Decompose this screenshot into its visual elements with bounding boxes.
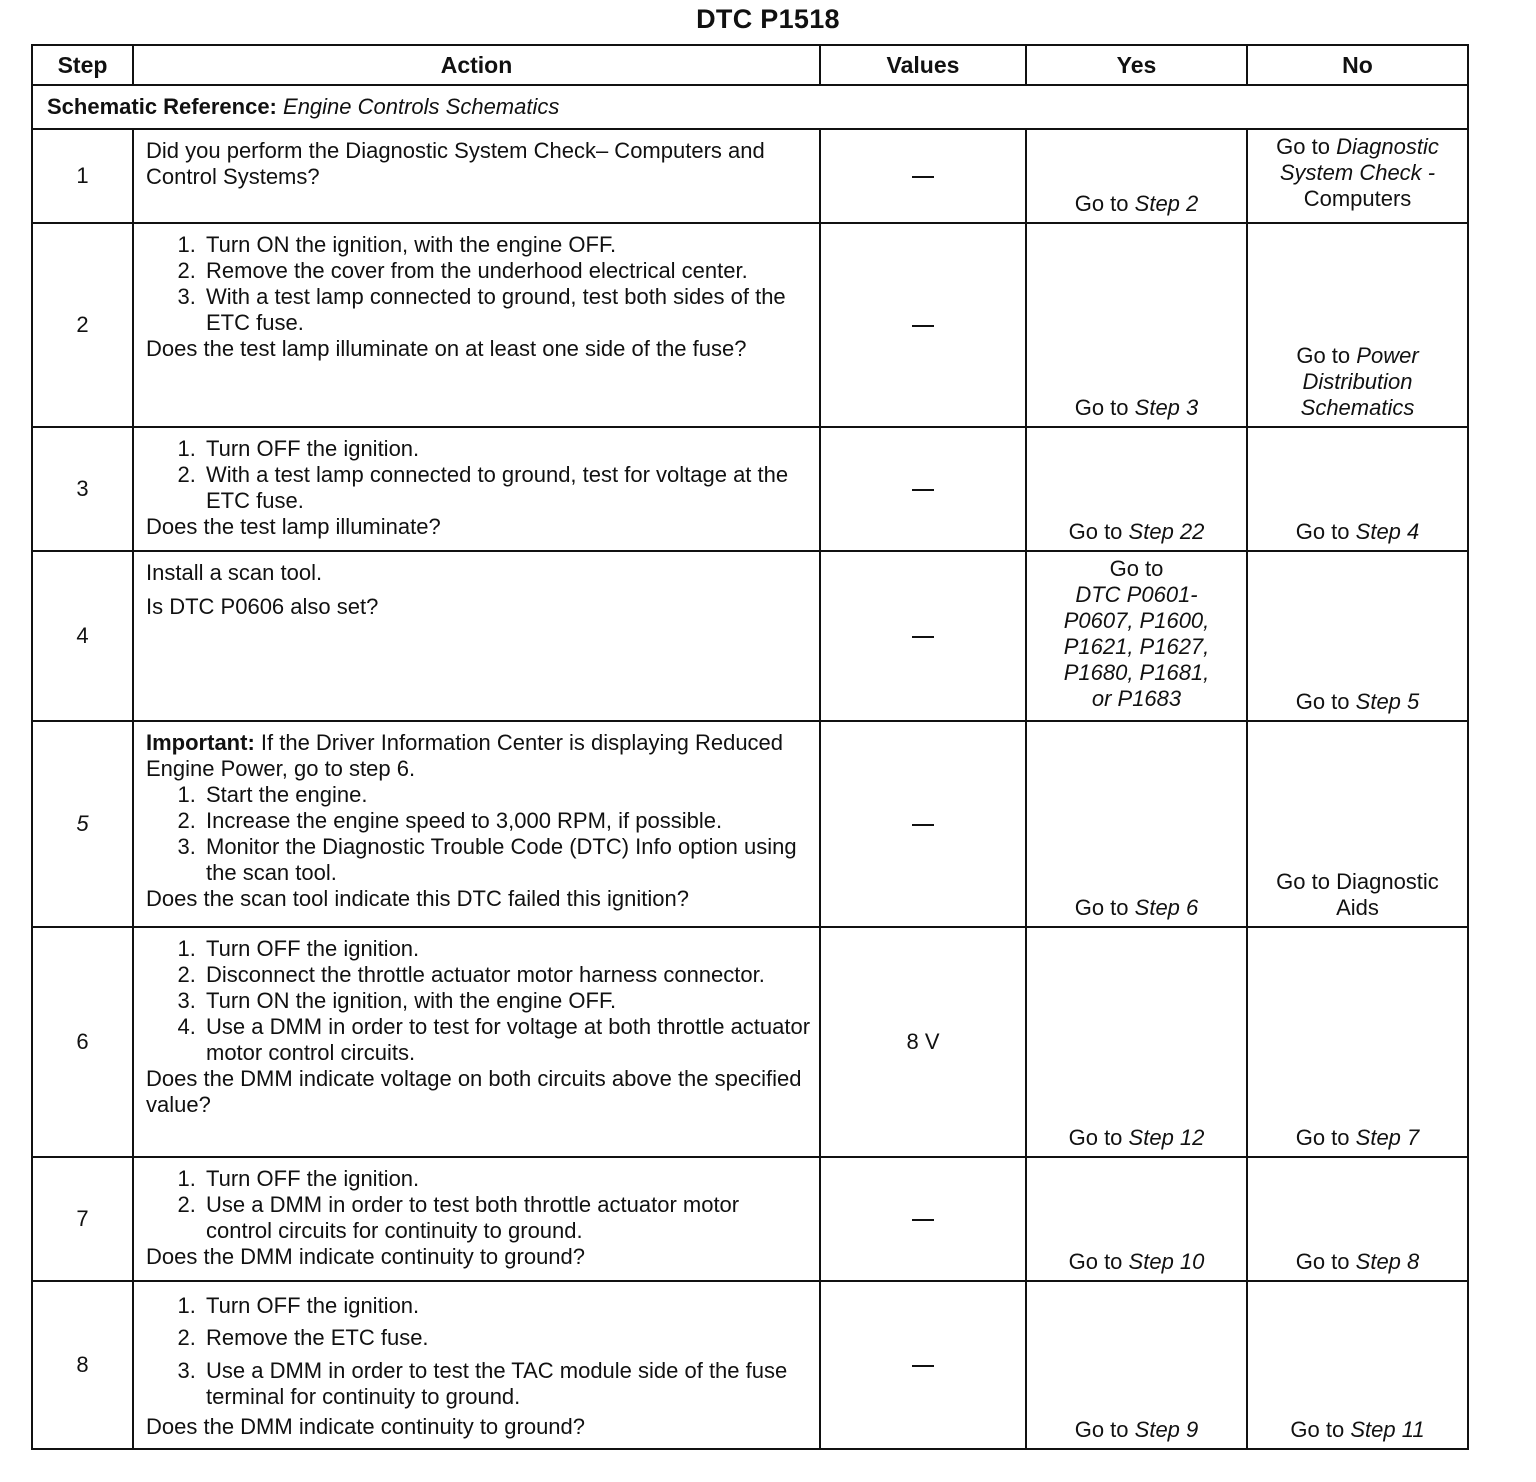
action-steps xyxy=(146,936,811,1066)
step-number: 6 xyxy=(32,927,133,1157)
yes-step-link[interactable]: Step 9 xyxy=(1134,1417,1199,1442)
go-to-label: Go to xyxy=(1295,1249,1350,1274)
no-cell[interactable] xyxy=(1247,551,1468,721)
no-step-link[interactable]: Step 4 xyxy=(1355,519,1420,544)
no-link[interactable]: Go to Diagnostic Aids xyxy=(1276,869,1439,920)
step-number: 7 xyxy=(32,1157,133,1281)
yes-step-link[interactable]: Step 2 xyxy=(1134,191,1199,216)
action-step: 2. Increase the engine speed to 3,000 RPM, if possible. xyxy=(202,808,811,834)
table-row xyxy=(32,721,1468,927)
action-step: 3. Use a DMM in order to test the TAC module side of the fuse terminal for continuity to ground. xyxy=(202,1354,811,1414)
step-number: 1 xyxy=(32,129,133,223)
action-step: 1. Turn ON the ignition, with the engine OFF. xyxy=(202,232,811,258)
important-text: If the Driver Information Center is displaying Reduced Engine Power, go to step 6. xyxy=(146,730,784,781)
header-step: Step xyxy=(32,45,133,85)
action-step: 1. Turn OFF the ignition. xyxy=(202,936,811,962)
dash-icon xyxy=(912,1365,934,1367)
no-cell[interactable] xyxy=(1247,427,1468,551)
action-question: Is DTC P0606 also set? xyxy=(146,594,379,619)
step-number: 8 xyxy=(32,1281,133,1449)
step-number: 4 xyxy=(32,551,133,721)
value-cell xyxy=(820,1157,1026,1281)
yes-step-link[interactable]: Step 10 xyxy=(1128,1249,1205,1274)
action-step: 1. Start the engine. xyxy=(202,782,811,808)
action-cell xyxy=(133,223,820,427)
reference-label: Schematic Reference: xyxy=(47,94,277,119)
action-steps xyxy=(146,436,811,514)
action-cell xyxy=(133,129,820,223)
go-to-label: Go to xyxy=(1290,1417,1345,1442)
header-no: No xyxy=(1247,45,1468,85)
no-step-link[interactable]: Step 5 xyxy=(1355,689,1420,714)
action-question: Does the DMM indicate continuity to ground? xyxy=(146,1414,586,1439)
go-to-label: Go to xyxy=(1296,343,1351,368)
no-cell[interactable] xyxy=(1247,1281,1468,1449)
step-number: 3 xyxy=(32,427,133,551)
no-link-suffix: Computers xyxy=(1303,186,1412,211)
value-cell xyxy=(820,427,1026,551)
step-number: 2 xyxy=(32,223,133,427)
no-link[interactable]: Diagnostic System Check - xyxy=(1279,134,1439,185)
action-step: 3. Monitor the Diagnostic Trouble Code (DTC) Info option using the scan tool. xyxy=(202,834,811,886)
action-step: 2. Disconnect the throttle actuator motor harness connector. xyxy=(202,962,811,988)
dash-icon xyxy=(912,325,934,327)
table-row xyxy=(32,427,1468,551)
action-step: 2. Remove the cover from the underhood electrical center. xyxy=(202,258,811,284)
table-row xyxy=(32,927,1468,1157)
action-cell xyxy=(133,721,820,927)
action-step: 2. Use a DMM in order to test both throttle actuator motor control circuits for continuity to ground. xyxy=(202,1192,811,1244)
yes-step-link[interactable]: Step 12 xyxy=(1128,1125,1205,1150)
no-step-link[interactable]: Step 11 xyxy=(1350,1417,1425,1442)
action-step: 1. Turn OFF the ignition. xyxy=(202,1290,811,1322)
action-cell xyxy=(133,1157,820,1281)
yes-cell[interactable] xyxy=(1026,721,1247,927)
action-question: Does the test lamp illuminate on at least one side of the fuse? xyxy=(146,336,747,361)
go-to-label: Go to xyxy=(1295,689,1350,714)
reference-link[interactable]: Engine Controls Schematics xyxy=(283,94,560,119)
go-to-label: Go to xyxy=(1068,1125,1123,1150)
no-cell[interactable] xyxy=(1247,223,1468,427)
yes-cell[interactable] xyxy=(1026,1281,1247,1449)
action-cell xyxy=(133,1281,820,1449)
yes-cell[interactable] xyxy=(1026,223,1247,427)
action-cell xyxy=(133,427,820,551)
value-cell: 8 V xyxy=(820,927,1026,1157)
diagnostic-table xyxy=(31,44,1469,1450)
yes-cell[interactable] xyxy=(1026,1157,1247,1281)
go-to-label: Go to xyxy=(1295,1125,1350,1150)
go-to-label: Go to xyxy=(1074,395,1129,420)
dash-icon xyxy=(912,636,934,638)
action-steps xyxy=(146,232,811,336)
value-cell xyxy=(820,1281,1026,1449)
header-yes: Yes xyxy=(1026,45,1247,85)
value-cell xyxy=(820,223,1026,427)
action-cell xyxy=(133,927,820,1157)
go-to-label: Go to xyxy=(1276,134,1330,159)
value-cell xyxy=(820,721,1026,927)
yes-cell[interactable] xyxy=(1026,427,1247,551)
action-steps xyxy=(146,782,811,886)
step-number: 5 xyxy=(32,721,133,927)
no-cell[interactable] xyxy=(1247,721,1468,927)
action-question: Does the scan tool indicate this DTC failed this ignition? xyxy=(146,886,689,911)
action-step: 1. Turn OFF the ignition. xyxy=(202,436,811,462)
dash-icon xyxy=(912,489,934,491)
go-to-label: Go to xyxy=(1074,895,1129,920)
action-text: Did you perform the Diagnostic System Check– Computers and Control Systems? xyxy=(146,138,765,189)
action-step: 4. Use a DMM in order to test for voltage at both throttle actuator motor control circuits. xyxy=(202,1014,811,1066)
go-to-label: Go to xyxy=(1068,519,1123,544)
important-label: Important: xyxy=(146,730,255,755)
table-row xyxy=(32,1281,1468,1449)
header-values: Values xyxy=(820,45,1026,85)
yes-cell[interactable] xyxy=(1026,129,1247,223)
action-cell xyxy=(133,551,820,721)
page-title: DTC P1518 xyxy=(696,4,840,34)
go-to-label: Go to xyxy=(1074,191,1129,216)
action-step: 1. Turn OFF the ignition. xyxy=(202,1166,811,1192)
action-text: Install a scan tool. xyxy=(146,560,323,585)
dash-icon xyxy=(912,1219,934,1221)
action-step: 3. Turn ON the ignition, with the engine OFF. xyxy=(202,988,811,1014)
action-question: Does the DMM indicate voltage on both circuits above the specified value? xyxy=(146,1066,802,1117)
dash-icon xyxy=(912,176,934,178)
reference-row xyxy=(32,85,1468,129)
dash-icon xyxy=(912,824,934,826)
action-question: Does the test lamp illuminate? xyxy=(146,514,441,539)
table-row xyxy=(32,223,1468,427)
yes-step-link[interactable]: Step 3 xyxy=(1134,395,1199,420)
no-cell[interactable] xyxy=(1247,129,1468,223)
go-to-label: Go to xyxy=(1295,519,1350,544)
go-to-label: Go to xyxy=(1068,1249,1123,1274)
important-note xyxy=(146,730,811,782)
yes-step-link[interactable]: Step 22 xyxy=(1128,519,1205,544)
value-cell xyxy=(820,551,1026,721)
no-cell[interactable] xyxy=(1247,927,1468,1157)
go-to-label: Go to xyxy=(1074,1417,1129,1442)
action-step: 2. Remove the ETC fuse. xyxy=(202,1322,811,1354)
table-row xyxy=(32,551,1468,721)
no-link[interactable]: Power Distribution Schematics xyxy=(1300,343,1419,420)
table-row xyxy=(32,1157,1468,1281)
action-question: Does the DMM indicate continuity to ground? xyxy=(146,1244,586,1269)
action-steps xyxy=(146,1166,811,1244)
yes-cell[interactable] xyxy=(1026,927,1247,1157)
no-step-link[interactable]: Step 7 xyxy=(1355,1125,1420,1150)
no-step-link[interactable]: Step 8 xyxy=(1355,1249,1420,1274)
action-steps xyxy=(146,1290,811,1414)
no-cell[interactable] xyxy=(1247,1157,1468,1281)
action-step: 2. With a test lamp connected to ground, test for voltage at the ETC fuse. xyxy=(202,462,811,514)
yes-step-link[interactable]: Step 6 xyxy=(1134,895,1199,920)
table-row xyxy=(32,129,1468,223)
header-action: Action xyxy=(133,45,820,85)
header-row xyxy=(32,45,1468,85)
action-step: 3. With a test lamp connected to ground, test both sides of the ETC fuse. xyxy=(202,284,811,336)
value-cell xyxy=(820,129,1026,223)
yes-dtc-link[interactable]: DTC P0601- P0607, P1600, P1621, P1627, P1680, P1681, or P1683 xyxy=(1063,582,1210,711)
yes-cell[interactable] xyxy=(1026,551,1247,721)
go-to-label: Go to xyxy=(1109,556,1164,581)
schematic-reference xyxy=(32,85,1468,129)
